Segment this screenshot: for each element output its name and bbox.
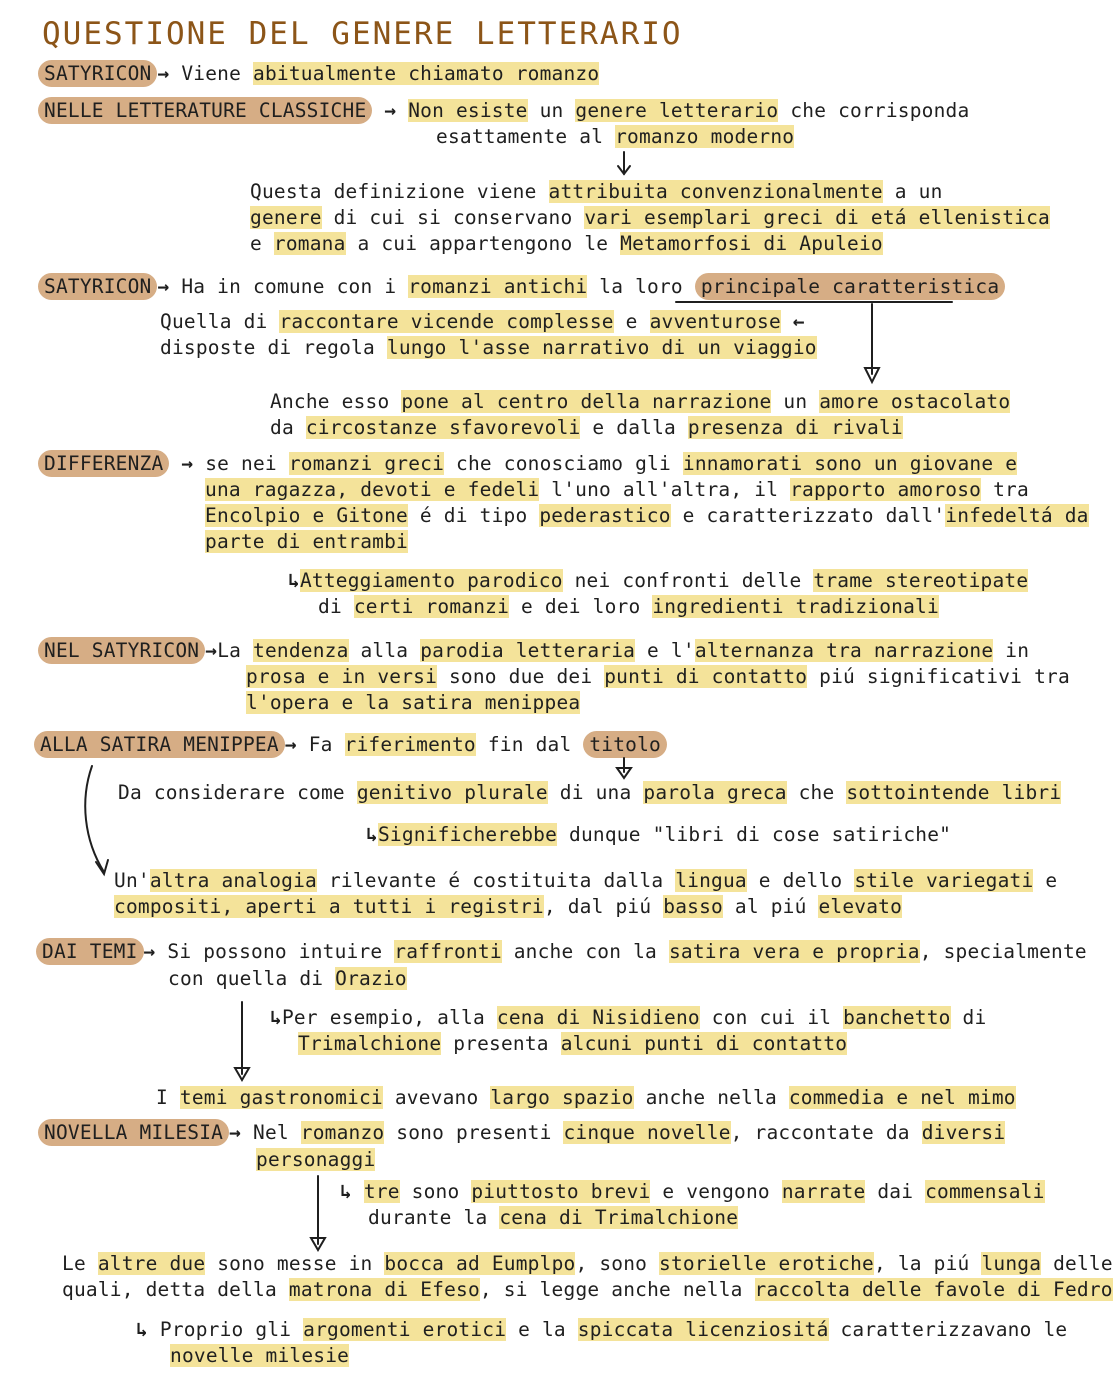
note-text: avevano <box>382 1086 491 1109</box>
highlighted-text: romana <box>273 232 346 255</box>
highlighted-text: cena di Trimalchione <box>499 1206 739 1229</box>
highlighted-text: narrate <box>781 1180 866 1203</box>
note-text: Nel <box>241 1121 301 1144</box>
highlighted-text: punti di contatto <box>604 665 808 688</box>
highlighted-text: novelle milesie <box>170 1344 350 1367</box>
note-line <box>114 869 1057 893</box>
note-line <box>368 1206 738 1230</box>
note-line <box>205 478 1029 502</box>
arrow-icon: → <box>169 452 206 475</box>
note-text: sono due dei <box>437 665 605 688</box>
highlighted-text: basso <box>663 895 723 918</box>
note-text: Proprio gli <box>159 1318 304 1341</box>
note-text: e <box>613 310 650 333</box>
highlighted-text: personaggi <box>256 1148 376 1171</box>
arrow-icon: ↳ <box>136 1318 160 1341</box>
note-text: di <box>318 595 354 618</box>
arrow-icon: → <box>157 62 170 85</box>
highlighted-text: certi romanzi <box>353 595 510 618</box>
highlighted-text: prosa e in versi <box>246 665 438 688</box>
note-text: disposte di regola <box>160 336 387 359</box>
note-line <box>160 336 817 360</box>
note-text: caratterizzavano le <box>828 1318 1068 1341</box>
note-text: I <box>156 1086 180 1109</box>
arrow-icon: → <box>157 275 170 298</box>
note-text: al piú <box>722 895 819 918</box>
note-line <box>156 1086 1016 1110</box>
highlighted-text: presenza di rivali <box>687 416 903 439</box>
note-text: e dello <box>746 869 855 892</box>
highlighted-text: l'opera e la satira menippea <box>246 691 581 714</box>
note-line <box>256 1148 375 1172</box>
highlighted-text: satira vera e propria <box>668 940 920 963</box>
highlighted-text: cinque novelle <box>563 1121 731 1144</box>
highlighted-text: trame stereotipate <box>813 569 1029 592</box>
note-line <box>38 99 969 123</box>
note-line <box>288 569 1028 593</box>
highlighted-text: pone al centro della narrazione <box>401 390 772 413</box>
note-text: rilevante é costituita dalla <box>317 869 676 892</box>
topic-tag: ALLA SATIRA MENIPPEA <box>34 731 285 758</box>
note-text: , la piú <box>873 1252 982 1275</box>
note-text: con cui il <box>699 1006 844 1029</box>
highlighted-text: matrona di Efeso <box>288 1278 480 1301</box>
note-text: dai <box>865 1180 926 1203</box>
note-text: é di tipo <box>407 504 540 527</box>
page-title: QUESTIONE DEL GENERE LETTERARIO <box>42 16 683 52</box>
highlighted-text: sottointende libri <box>846 781 1062 804</box>
note-line <box>270 390 1010 414</box>
note-text: presenta <box>441 1032 561 1055</box>
note-line <box>318 595 939 619</box>
highlighted-text: alternanza tra narrazione <box>694 639 994 662</box>
note-text: Un' <box>114 869 150 892</box>
note-text: da <box>270 416 306 439</box>
note-line <box>340 1180 1045 1204</box>
highlighted-text: piuttosto brevi <box>471 1180 651 1203</box>
down-arrow-icon <box>311 1238 325 1250</box>
note-text: , dal piú <box>543 895 664 918</box>
note-line <box>160 310 805 334</box>
arrow-icon: ↳ <box>340 1180 364 1203</box>
note-text: dunque "libri di cose satiriche" <box>557 823 952 846</box>
note-text: Si possono intuire <box>155 940 395 963</box>
highlighted-text: genere letterario <box>575 99 779 122</box>
note-line <box>38 62 599 86</box>
note-text: durante la <box>368 1206 500 1229</box>
note-text: quali, detta della <box>62 1278 289 1301</box>
note-text: un <box>771 390 820 413</box>
note-text: e <box>1033 869 1058 892</box>
highlighted-text: alcuni punti di contatto <box>560 1032 848 1055</box>
topic-tag: principale caratteristica <box>695 273 1006 300</box>
note-line <box>36 940 1087 964</box>
note-line <box>168 967 407 991</box>
note-line <box>170 1344 349 1368</box>
highlighted-text: altra analogia <box>149 869 317 892</box>
curved-arrow-icon <box>96 860 108 874</box>
highlighted-text: parte di entrambi <box>205 530 408 553</box>
highlighted-text: Orazio <box>335 967 407 990</box>
note-text: alla <box>348 639 421 662</box>
note-line <box>38 275 1005 299</box>
note-line <box>205 530 408 554</box>
note-text: Per esempio, alla <box>281 1006 497 1029</box>
note-line <box>366 823 951 847</box>
note-text: Da considerare come <box>118 781 357 804</box>
highlighted-text: stile variegati <box>854 869 1034 892</box>
highlighted-text: romanzi greci <box>288 452 445 475</box>
highlighted-text: rapporto amoroso <box>790 478 982 501</box>
note-text: esattamente al <box>436 125 616 148</box>
note-text: la loro <box>587 275 695 298</box>
note-line <box>298 1032 847 1056</box>
note-text: , raccontate da <box>730 1121 922 1144</box>
note-text: e dalla <box>580 416 688 439</box>
highlighted-text: abitualmente chiamato romanzo <box>253 62 600 85</box>
note-text: anche con la <box>501 940 669 963</box>
note-line <box>270 1006 986 1030</box>
arrow-icon: ↳ <box>288 569 300 592</box>
note-line <box>250 180 943 204</box>
note-text: di <box>950 1006 987 1029</box>
note-text: , si legge anche nella <box>479 1278 755 1301</box>
note-text: Le <box>62 1252 98 1275</box>
highlighted-text: Significherebbe <box>377 823 558 846</box>
down-arrow-icon <box>618 166 630 174</box>
note-text: sono presenti <box>384 1121 564 1144</box>
highlighted-text: genitivo plurale <box>356 781 548 804</box>
highlighted-text: romanzi antichi <box>408 275 588 298</box>
topic-tag: NOVELLA MILESIA <box>38 1119 229 1146</box>
highlighted-text: riferimento <box>344 733 476 756</box>
arrow-icon: → <box>284 733 297 756</box>
highlighted-text: raccontare vicende complesse <box>279 310 614 333</box>
note-text: che <box>786 781 847 804</box>
note-line <box>205 504 1089 528</box>
note-line <box>250 232 883 256</box>
note-text: che corrisponda <box>778 99 970 122</box>
note-text: sono <box>399 1180 472 1203</box>
note-line <box>34 733 667 757</box>
highlighted-text: romanzo moderno <box>615 125 795 148</box>
highlighted-text: lungo l'asse narrativo di un viaggio <box>386 336 817 359</box>
highlighted-text: parola greca <box>643 781 787 804</box>
note-text: , specialmente <box>919 940 1087 963</box>
note-line <box>62 1278 1113 1302</box>
topic-tag: SATYRICON <box>38 273 157 300</box>
highlighted-text: parodia letteraria <box>420 639 636 662</box>
highlighted-text: spiccata licenziositá <box>577 1318 829 1341</box>
highlighted-text: ingredienti tradizionali <box>652 595 939 618</box>
note-text: e <box>250 232 274 255</box>
highlighted-text: infedeltá da <box>945 504 1089 527</box>
arrow-icon: → <box>229 1121 242 1144</box>
note-text: se nei <box>205 452 289 475</box>
curved-arrow-icon <box>85 766 104 872</box>
note-line <box>118 781 1061 805</box>
note-line <box>246 691 580 715</box>
note-text: e l' <box>635 639 695 662</box>
highlighted-text: tre <box>363 1180 400 1203</box>
highlighted-text: diversi <box>921 1121 1006 1144</box>
highlighted-text: Atteggiamento parodico <box>299 569 563 592</box>
highlighted-text: argomenti erotici <box>303 1318 507 1341</box>
note-text: a un <box>882 180 943 203</box>
arrow-icon: → <box>205 639 218 662</box>
note-text: in <box>993 639 1030 662</box>
note-line <box>270 416 903 440</box>
note-line <box>38 1121 1005 1145</box>
note-text: Viene <box>169 62 254 85</box>
arrow-icon: ↳ <box>270 1006 282 1029</box>
note-text: anche nella <box>633 1086 789 1109</box>
note-text: delle <box>1041 1252 1113 1275</box>
note-text: fin dal <box>475 733 584 756</box>
highlighted-text: lingua <box>675 869 747 892</box>
highlighted-text: largo spazio <box>490 1086 634 1109</box>
note-line <box>114 895 902 919</box>
highlighted-text: Trimalchione <box>298 1032 442 1055</box>
highlighted-text: Metamorfosi di Apuleio <box>620 232 883 255</box>
note-line <box>62 1252 1113 1276</box>
note-text: piú significativi tra <box>807 665 1070 688</box>
topic-tag: DIFFERENZA <box>38 450 169 477</box>
note-text: Ha in comune con i <box>169 275 409 298</box>
highlighted-text: romanzo <box>300 1121 385 1144</box>
note-line <box>436 125 794 149</box>
note-line <box>250 206 1050 230</box>
arrow-icon: ← <box>780 310 805 333</box>
note-text: sono messe in <box>205 1252 385 1275</box>
arrow-icon: ↳ <box>366 823 378 846</box>
highlighted-text: circostanze sfavorevoli <box>305 416 581 439</box>
highlighted-text: elevato <box>818 895 903 918</box>
down-arrow-icon <box>865 368 879 382</box>
highlighted-text: lunga <box>981 1252 1042 1275</box>
highlighted-text: Non esiste <box>408 99 528 122</box>
topic-tag: DAI TEMI <box>36 938 144 965</box>
down-arrow-icon <box>235 1068 249 1080</box>
note-text: un <box>527 99 576 122</box>
highlighted-text: innamorati sono un giovane e <box>682 452 1018 475</box>
note-text: nei confronti delle <box>562 569 814 592</box>
note-text: Quella di <box>160 310 280 333</box>
highlighted-text: commedia e nel mimo <box>788 1086 1016 1109</box>
topic-tag: titolo <box>583 731 667 758</box>
highlighted-text: attribuita convenzionalmente <box>548 180 883 203</box>
note-text: con quella di <box>168 967 336 990</box>
note-text: Fa <box>296 733 345 756</box>
note-line <box>38 639 1029 663</box>
highlighted-text: vari esemplari greci di etá ellenistica <box>584 206 1050 229</box>
note-text: La <box>217 639 254 662</box>
note-line <box>246 665 1070 689</box>
note-text: Questa definizione viene <box>250 180 549 203</box>
note-text: , sono <box>575 1252 660 1275</box>
arrow-icon: → <box>372 99 409 122</box>
highlighted-text: commensali <box>925 1180 1045 1203</box>
highlighted-text: una ragazza, devoti e fedeli <box>205 478 540 501</box>
note-text: e vengono <box>650 1180 782 1203</box>
note-text: di una <box>547 781 644 804</box>
highlighted-text: cena di Nisidieno <box>496 1006 700 1029</box>
highlighted-text: bocca ad Eumplpo <box>384 1252 576 1275</box>
note-text: che conosciamo gli <box>444 452 683 475</box>
highlighted-text: Encolpio e Gitone <box>205 504 408 527</box>
highlighted-text: amore ostacolato <box>819 390 1011 413</box>
highlighted-text: raccolta delle favole di Fedro <box>754 1278 1113 1301</box>
arrow-icon: → <box>143 940 156 963</box>
note-text: di cui si conservano <box>321 206 585 229</box>
note-text: Anche esso <box>270 390 402 413</box>
note-text: a cui appartengono le <box>345 232 621 255</box>
highlighted-text: avventurose <box>649 310 781 333</box>
note-text: tra <box>981 478 1029 501</box>
highlighted-text: temi gastronomici <box>179 1086 383 1109</box>
highlighted-text: storielle erotiche <box>659 1252 874 1275</box>
highlighted-text: raffronti <box>394 940 502 963</box>
topic-tag: NEL SATYRICON <box>38 637 205 664</box>
highlighted-text: genere <box>250 206 322 229</box>
note-text: e la <box>506 1318 578 1341</box>
note-text: e caratterizzato dall' <box>670 504 946 527</box>
down-arrow-icon <box>617 768 631 778</box>
note-text: e dei loro <box>509 595 653 618</box>
highlighted-text: altre due <box>97 1252 206 1275</box>
topic-tag: NELLE LETTERATURE CLASSICHE <box>38 97 372 124</box>
topic-tag: SATYRICON <box>38 60 157 87</box>
highlighted-text: compositi, aperti a tutti i registri <box>114 895 544 918</box>
highlighted-text: banchetto <box>843 1006 951 1029</box>
highlighted-text: pederastico <box>539 504 671 527</box>
note-line <box>136 1318 1067 1342</box>
note-line <box>38 452 1017 476</box>
note-text: l'uno all'altra, il <box>539 478 791 501</box>
highlighted-text: tendenza <box>253 639 349 662</box>
